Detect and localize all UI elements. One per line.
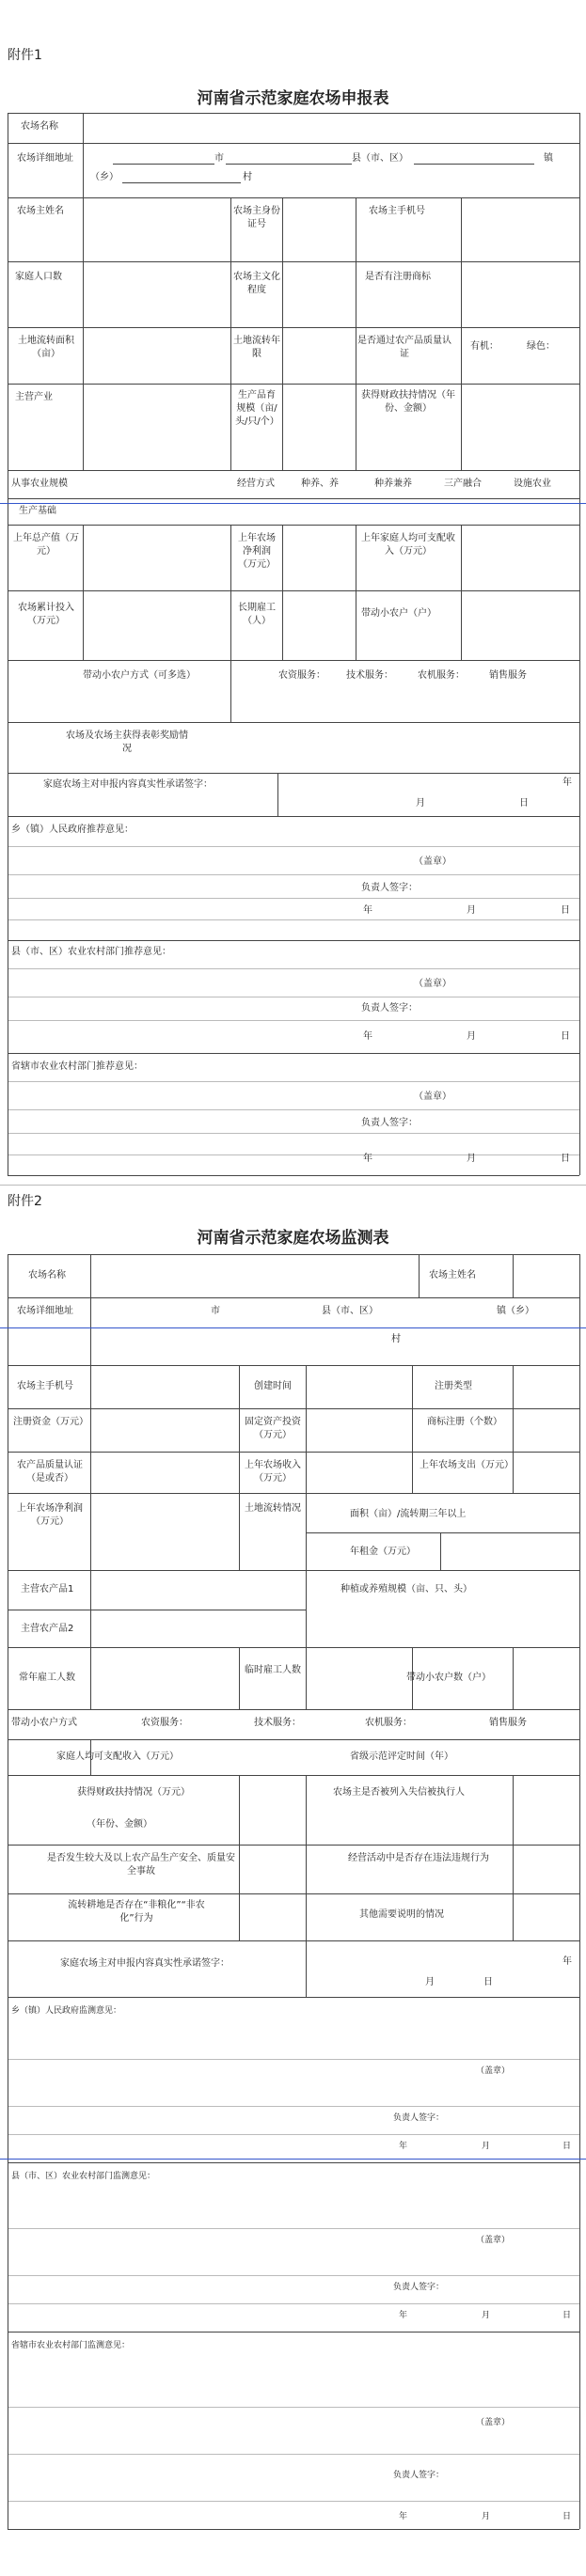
- form1-owner-id-label: 农场主身份证号: [233, 206, 280, 229]
- form2-trademark-count-label: 商标注册（个数）: [427, 1417, 502, 1427]
- form1-town-year: 年: [363, 905, 372, 916]
- form1-county-seal: （盖章）: [414, 979, 451, 989]
- form2-city-month: 月: [482, 2512, 491, 2521]
- form1-county-year: 年: [363, 1031, 372, 1042]
- form2-fixed-assets-label: 固定资产投资（万元）: [245, 1417, 301, 1440]
- form2-land-issue-label: 流转耕地是否存在“非粮化”“非农化”行为: [68, 1900, 205, 1924]
- form1-production-scale-label: 生产品育规模（亩/头/只/个）: [235, 390, 279, 427]
- form2-owner-name-label: 农场主姓名: [429, 1270, 476, 1280]
- form2-addr-village: 村: [391, 1334, 401, 1344]
- form2-addr-city: 市: [211, 1306, 220, 1316]
- form2-income-last-label: 上年农场收入（万元）: [245, 1460, 301, 1484]
- form1-city-day: 日: [561, 1154, 570, 1164]
- form2-county-opinion-label: 县（市、区）农业农村部门监测意见：: [11, 2172, 156, 2181]
- form1-long-term-workers-label: 长期雇工（人）: [238, 603, 276, 626]
- form1-addr-county: 县（市、区）: [352, 153, 408, 164]
- form2-town-signer: 负责人签字：: [393, 2113, 445, 2123]
- form1-commitment-label: 家庭农场主对申报内容真实性承诺签字：: [43, 779, 213, 790]
- form2-city-seal: （盖章）: [476, 2418, 511, 2427]
- attachment-1-label: 附件1: [8, 48, 42, 63]
- form1-city-signer: 负责人签字：: [361, 1118, 418, 1128]
- form2-commit-day: 日: [483, 1977, 493, 1987]
- form2-support-label: 获得财政扶持情况（万元）: [77, 1787, 190, 1798]
- form1-town-signer: 负责人签字：: [361, 883, 418, 893]
- form2-addr-county: 县（市、区）: [322, 1306, 378, 1316]
- form2-addr-town: 镇（乡）: [497, 1306, 534, 1316]
- form2-county-seal: （盖章）: [476, 2236, 511, 2245]
- form2-help-methods-label: 带动小农户方式: [11, 1718, 77, 1728]
- form1-mode-sightseeing: 设施农业: [514, 479, 551, 489]
- form2-scale-label: 种植或养殖规模（亩、只、头）: [341, 1584, 472, 1594]
- form1-agri-mode-label: 从事农业规模: [11, 479, 68, 489]
- form1-main-industry-label: 主营产业: [15, 392, 53, 402]
- form2-help-households-label: 带动小农户数（户）: [406, 1673, 491, 1683]
- form1-town-opinion-label: 乡（镇）人民政府推荐意见：: [11, 825, 134, 835]
- form2-net-profit-label: 上年农场净利润（万元）: [17, 1503, 83, 1527]
- form2-commitment-label: 家庭农场主对申报内容真实性承诺签字：: [60, 1958, 230, 1969]
- form2-main-product2-label: 主营农产品2: [21, 1624, 74, 1634]
- form2-other-issue-label: 其他需要说明的情况: [359, 1909, 444, 1920]
- form1-operation-style-label: 经营方式: [237, 479, 275, 489]
- form1-land-years-label: 土地流转年限: [233, 336, 280, 359]
- form1-mode-planting: 种养、养: [301, 479, 339, 489]
- form2-rent-label: 年租金（万元）: [350, 1547, 416, 1557]
- form2-farm-address-label: 农场详细地址: [17, 1306, 73, 1316]
- form2-reg-capital-label: 注册资金（万元）: [13, 1417, 88, 1427]
- form2-county-month: 月: [482, 2311, 491, 2320]
- form1-help-methods-label: 带动小农户方式（可多选）: [83, 670, 196, 681]
- form1-product-cert-label: 是否通过农产品质量认证: [357, 336, 451, 359]
- form1-commit-day: 日: [519, 798, 529, 809]
- form1-city-seal: （盖章）: [414, 1092, 451, 1102]
- form2-product-cert-label: 农产品质量认证（是或否）: [17, 1460, 83, 1484]
- form2-town-month: 月: [482, 2142, 491, 2151]
- form2-support-sub-label: （年份、金额）: [87, 1819, 152, 1830]
- form1-city-month: 月: [467, 1154, 476, 1164]
- form1-mode-breeding: 种养兼养: [374, 479, 412, 489]
- form2-main-product1-label: 主营农产品1: [21, 1584, 74, 1594]
- form2-commit-month: 月: [425, 1977, 435, 1987]
- form1-help-agri-service: 农资服务：: [278, 670, 325, 681]
- form2-reg-type-label: 注册类型: [435, 1381, 472, 1391]
- form2-city-day: 日: [562, 2512, 572, 2521]
- form2-city-opinion-label: 省辖市农业农村部门监测意见：: [11, 2341, 131, 2350]
- form1-help-sales: 销售服务: [489, 670, 527, 681]
- form1-land-area-label: 土地流转面积（亩）: [18, 336, 74, 359]
- form2-safety-label: 是否发生较大及以上农产品生产安全、质量安全事故: [47, 1853, 235, 1877]
- attachment-2-label: 附件2: [8, 1194, 42, 1209]
- form2-commit-year: 年: [562, 1956, 572, 1967]
- form1-farm-name-label: 农场名称: [21, 121, 58, 132]
- form2-city-year: 年: [399, 2512, 408, 2521]
- form1-net-profit-label: 上年农场净利润（万元）: [238, 533, 276, 570]
- form1-commit-year: 年: [562, 778, 572, 788]
- form1-total-investment-label: 农场累计投入（万元）: [18, 603, 74, 626]
- form1-addr-city: 市: [214, 153, 224, 164]
- form1-help-households-label: 带动小农户（户）: [361, 608, 436, 619]
- form2-regular-workers-label: 常年雇工人数: [19, 1673, 75, 1683]
- form1-organic-label: 有机：: [470, 341, 499, 352]
- form2-help-agri-service: 农资服务：: [141, 1718, 188, 1728]
- form1-family-pop-label: 家庭人口数: [15, 272, 62, 282]
- form1-support-received-label: 获得财政扶持情况（年份、金额）: [361, 390, 455, 414]
- form1-help-machinery: 农机服务：: [418, 670, 465, 681]
- form1-gross-output-label: 上年总产值（万元）: [13, 533, 79, 557]
- form1-county-opinion-label: 县（市、区）农业农村部门推荐意见：: [11, 947, 171, 957]
- form1-city-opinion-label: 省辖市农业农村部门推荐意见：: [11, 1061, 143, 1072]
- form1-city-year: 年: [363, 1154, 372, 1164]
- form1-owner-edu-label: 农场主文化程度: [233, 272, 280, 295]
- form1-title: 河南省示范家庭农场申报表: [197, 89, 389, 108]
- form1-town-seal: （盖章）: [414, 856, 451, 867]
- form1-honors-label: 农场及农场主获得表彰奖励情况: [66, 730, 188, 754]
- form2-county-day: 日: [562, 2311, 572, 2320]
- form2-farm-name-label: 农场名称: [28, 1270, 66, 1280]
- form2-help-machinery: 农机服务：: [365, 1718, 412, 1728]
- form1-production-basis-label: 生产基础: [19, 506, 56, 516]
- form1-farm-address-label: 农场详细地址: [17, 153, 73, 164]
- form2-town-seal: （盖章）: [476, 2066, 511, 2076]
- form2-land-transfer-label: 土地流转情况: [245, 1503, 301, 1514]
- form2-help-tech-service: 技术服务：: [254, 1718, 301, 1728]
- form2-town-opinion-label: 乡（镇）人民政府监测意见：: [11, 2006, 122, 2016]
- form1-county-signer: 负责人签字：: [361, 1003, 418, 1013]
- form2-founded-label: 创建时间: [254, 1381, 292, 1391]
- form1-addr-village: 村: [243, 172, 252, 182]
- form2-expense-last-label: 上年农场支出（万元）: [420, 1460, 514, 1470]
- form2-area-years-label: 面积（亩）/流转期三年以上: [350, 1509, 467, 1519]
- form2-town-day: 日: [562, 2142, 572, 2151]
- form1-owner-phone-label: 农场主手机号: [369, 206, 425, 216]
- form2-title: 河南省示范家庭农场监测表: [197, 1229, 389, 1248]
- form1-help-tech-service: 技术服务：: [346, 670, 393, 681]
- form2-city-signer: 负责人签字：: [393, 2471, 445, 2480]
- form2-blacklist-label: 农场主是否被列入失信被执行人: [333, 1787, 465, 1798]
- form2-town-year: 年: [399, 2142, 408, 2151]
- form1-town-month: 月: [467, 905, 476, 916]
- form1-owner-name-label: 农场主姓名: [17, 206, 64, 216]
- form1-mode-industry: 三产融合: [444, 479, 482, 489]
- form2-county-year: 年: [399, 2311, 408, 2320]
- form2-illegal-label: 经营活动中是否存在违法违规行为: [348, 1853, 489, 1863]
- form1-avg-income-label: 上年家庭人均可支配收入（万元）: [361, 533, 455, 557]
- form1-green-label: 绿色：: [527, 341, 555, 352]
- form2-temp-workers-label: 临时雇工人数: [245, 1665, 301, 1675]
- form2-provincial-time-label: 省级示范评定时间（年）: [350, 1751, 453, 1762]
- form1-town-day: 日: [561, 905, 570, 916]
- form2-avg-income-label: 家庭人均可支配收入（万元）: [56, 1751, 179, 1762]
- form1-county-day: 日: [561, 1031, 570, 1042]
- form1-addr-town: 镇: [544, 153, 553, 164]
- form1-trademark-label: 是否有注册商标: [365, 272, 431, 282]
- form1-county-month: 月: [467, 1031, 476, 1042]
- form2-county-signer: 负责人签字：: [393, 2283, 445, 2292]
- form1-commit-month: 月: [416, 798, 425, 809]
- form2-help-sales: 销售服务: [489, 1718, 527, 1728]
- form1-addr-township: （乡）: [90, 172, 119, 182]
- form2-owner-phone-label: 农场主手机号: [17, 1381, 73, 1391]
